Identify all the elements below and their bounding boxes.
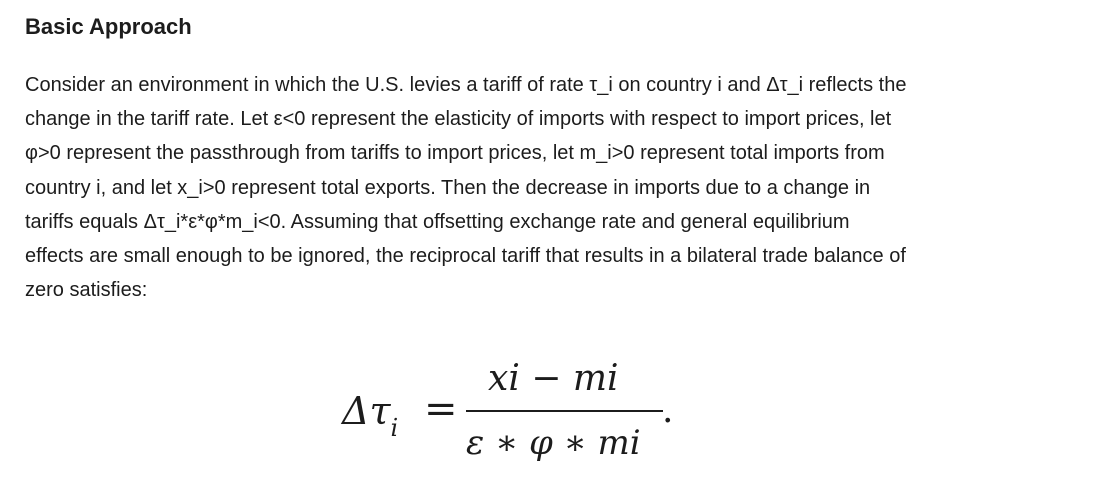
x-variable: x [488,358,509,399]
phi-variable: φ [528,423,553,463]
paragraph-line: effects are small enough to be ignored, the reciprocal tariff that results in a bilateral trade balance of [25,245,906,268]
m-variable: m [572,358,608,399]
paragraph-line: zero satisfies: [25,279,148,302]
multiply-sign: ∗ [563,423,587,463]
section-heading: Basic Approach [25,14,192,39]
delta-tau-symbol: Δτ [342,389,391,433]
x-subscript: i [508,358,520,399]
paragraph-line: tariffs equals Δτ_i*ε*φ*m_i<0. Assuming that offsetting exchange rate and general equilibrium [25,210,850,233]
fraction-bar [466,410,663,412]
paragraph-line: φ>0 represent the passthrough from tariffs to import prices, let m_i>0 represent total imports from [25,142,885,165]
epsilon-variable: ε [466,423,485,463]
body-paragraph [25,68,1075,307]
lhs-subscript: i [390,414,399,442]
tariff-equation [340,355,680,475]
paragraph-line: change in the tariff rate. Let ε<0 represent the elasticity of imports with respect to import prices, let [25,108,892,131]
fraction-numerator [488,359,619,399]
equation-period: . [662,390,674,431]
paragraph-line: Consider an environment in which the U.S. levies a tariff of rate τ_i on country i and Δτ_i reflects the [25,74,907,96]
m-subscript: i [629,423,641,463]
multiply-sign: ∗ [495,423,519,463]
fraction-denominator [466,423,641,463]
equals-sign: = [424,386,458,432]
m-variable: m [597,423,630,463]
m-subscript: i [607,358,619,399]
minus-sign: − [531,358,562,399]
equation-lhs [342,389,399,442]
paragraph-line: country i, and let x_i>0 represent total exports. Then the decrease in imports due to a change in [25,176,871,199]
